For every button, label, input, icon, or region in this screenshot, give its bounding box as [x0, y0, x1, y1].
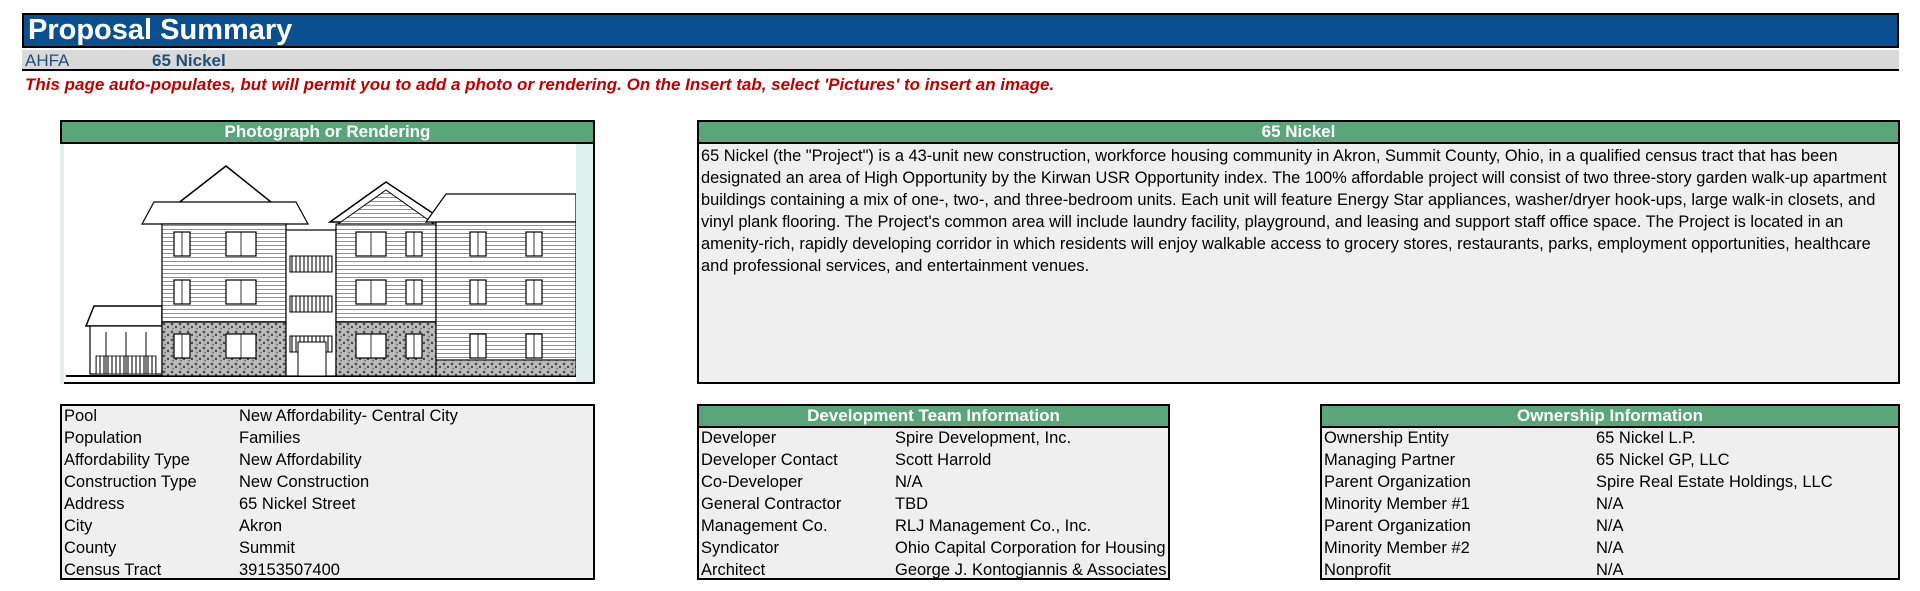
project-description: 65 Nickel (the "Project") is a 43-unit new construction, workforce housing community in Akron, Summit County, Ohio, in a qualified census tract that has been designated an area of High Opportunity by the Kirwan USR Opportunity index. The 100% affordable project will consist of two three-story garden walk-up apartment buildings containing a mix of one-, two-, and three-bedroom units. Each unit will feature Energy Star appliances, washer/dryer hook-ups, large walk-in closets, and vinyl plank flooring. The Project's common area will include laundry facility, playground, and leasing and support staff office space. The Project is located in an amenity-rich, rapidly developing corridor in which residents will enjoy walkable access to grocery stores, restaurants, parks, employment opportunities, healthcare and professional services, and entertainment venues. [701, 147, 1887, 275]
field-value: Akron [239, 517, 283, 535]
field-label: Developer Contact [701, 451, 838, 469]
field-value: N/A [1596, 539, 1624, 557]
photo-right-rule [576, 144, 593, 382]
field-value: 65 Nickel GP, LLC [1596, 451, 1730, 469]
field-label: Construction Type [64, 473, 197, 491]
field-value: N/A [1596, 561, 1624, 579]
field-value: Ohio Capital Corporation for Housing [895, 539, 1166, 557]
field-value: N/A [1596, 495, 1624, 513]
title-bar [22, 13, 1899, 48]
field-value: Spire Real Estate Holdings, LLC [1596, 473, 1833, 491]
field-value: Summit [239, 539, 295, 557]
ownership-header: Ownership Information [1320, 404, 1900, 428]
field-label: Minority Member #1 [1324, 495, 1470, 513]
field-value: 39153507400 [239, 561, 340, 579]
field-label: Population [64, 429, 142, 447]
development-team-header: Development Team Information [697, 404, 1170, 428]
subtitle-bar [22, 50, 1899, 71]
field-label: County [64, 539, 117, 557]
field-label: Management Co. [701, 517, 828, 535]
field-value: RLJ Management Co., Inc. [895, 517, 1092, 535]
field-label: City [64, 517, 93, 535]
field-label: Developer [701, 429, 777, 447]
field-label: Nonprofit [1324, 561, 1391, 579]
page-title: Proposal Summary [28, 14, 293, 46]
field-label: Minority Member #2 [1324, 539, 1470, 557]
field-label: Co-Developer [701, 473, 803, 491]
field-value: N/A [895, 473, 923, 491]
field-value: TBD [895, 495, 928, 513]
field-label: Ownership Entity [1324, 429, 1449, 447]
instruction-note: This page auto-populates, but will permit you to add a photo or rendering. On the Insert tab, select 'Pictures' to insert an image. [25, 75, 1055, 94]
field-label: Address [64, 495, 125, 513]
field-value: New Affordability [239, 451, 362, 469]
field-value: New Construction [239, 473, 370, 491]
photo-left-rule [60, 144, 64, 384]
field-label: Managing Partner [1324, 451, 1456, 469]
field-value: 65 Nickel Street [239, 495, 356, 513]
building-rendering-image[interactable] [66, 146, 576, 382]
field-value: 65 Nickel L.P. [1596, 429, 1696, 447]
field-label: Pool [64, 407, 98, 425]
agency-label: AHFA [25, 51, 70, 70]
field-value: N/A [1596, 517, 1624, 535]
field-label: Parent Organization [1324, 517, 1471, 535]
description-panel-header: 65 Nickel [697, 120, 1900, 144]
field-label: Syndicator [701, 539, 779, 557]
project-name: 65 Nickel [152, 51, 226, 70]
field-label: General Contractor [701, 495, 842, 513]
field-label: Architect [701, 561, 766, 579]
field-label: Census Tract [64, 561, 162, 579]
field-label: Affordability Type [64, 451, 190, 469]
field-value: Scott Harrold [895, 451, 992, 469]
field-value: Spire Development, Inc. [895, 429, 1072, 447]
field-value: New Affordability- Central City [239, 407, 458, 425]
field-value: Families [239, 429, 301, 447]
field-value: George J. Kontogiannis & Associates [895, 561, 1167, 579]
photo-panel-header: Photograph or Rendering [60, 120, 595, 144]
field-label: Parent Organization [1324, 473, 1471, 491]
